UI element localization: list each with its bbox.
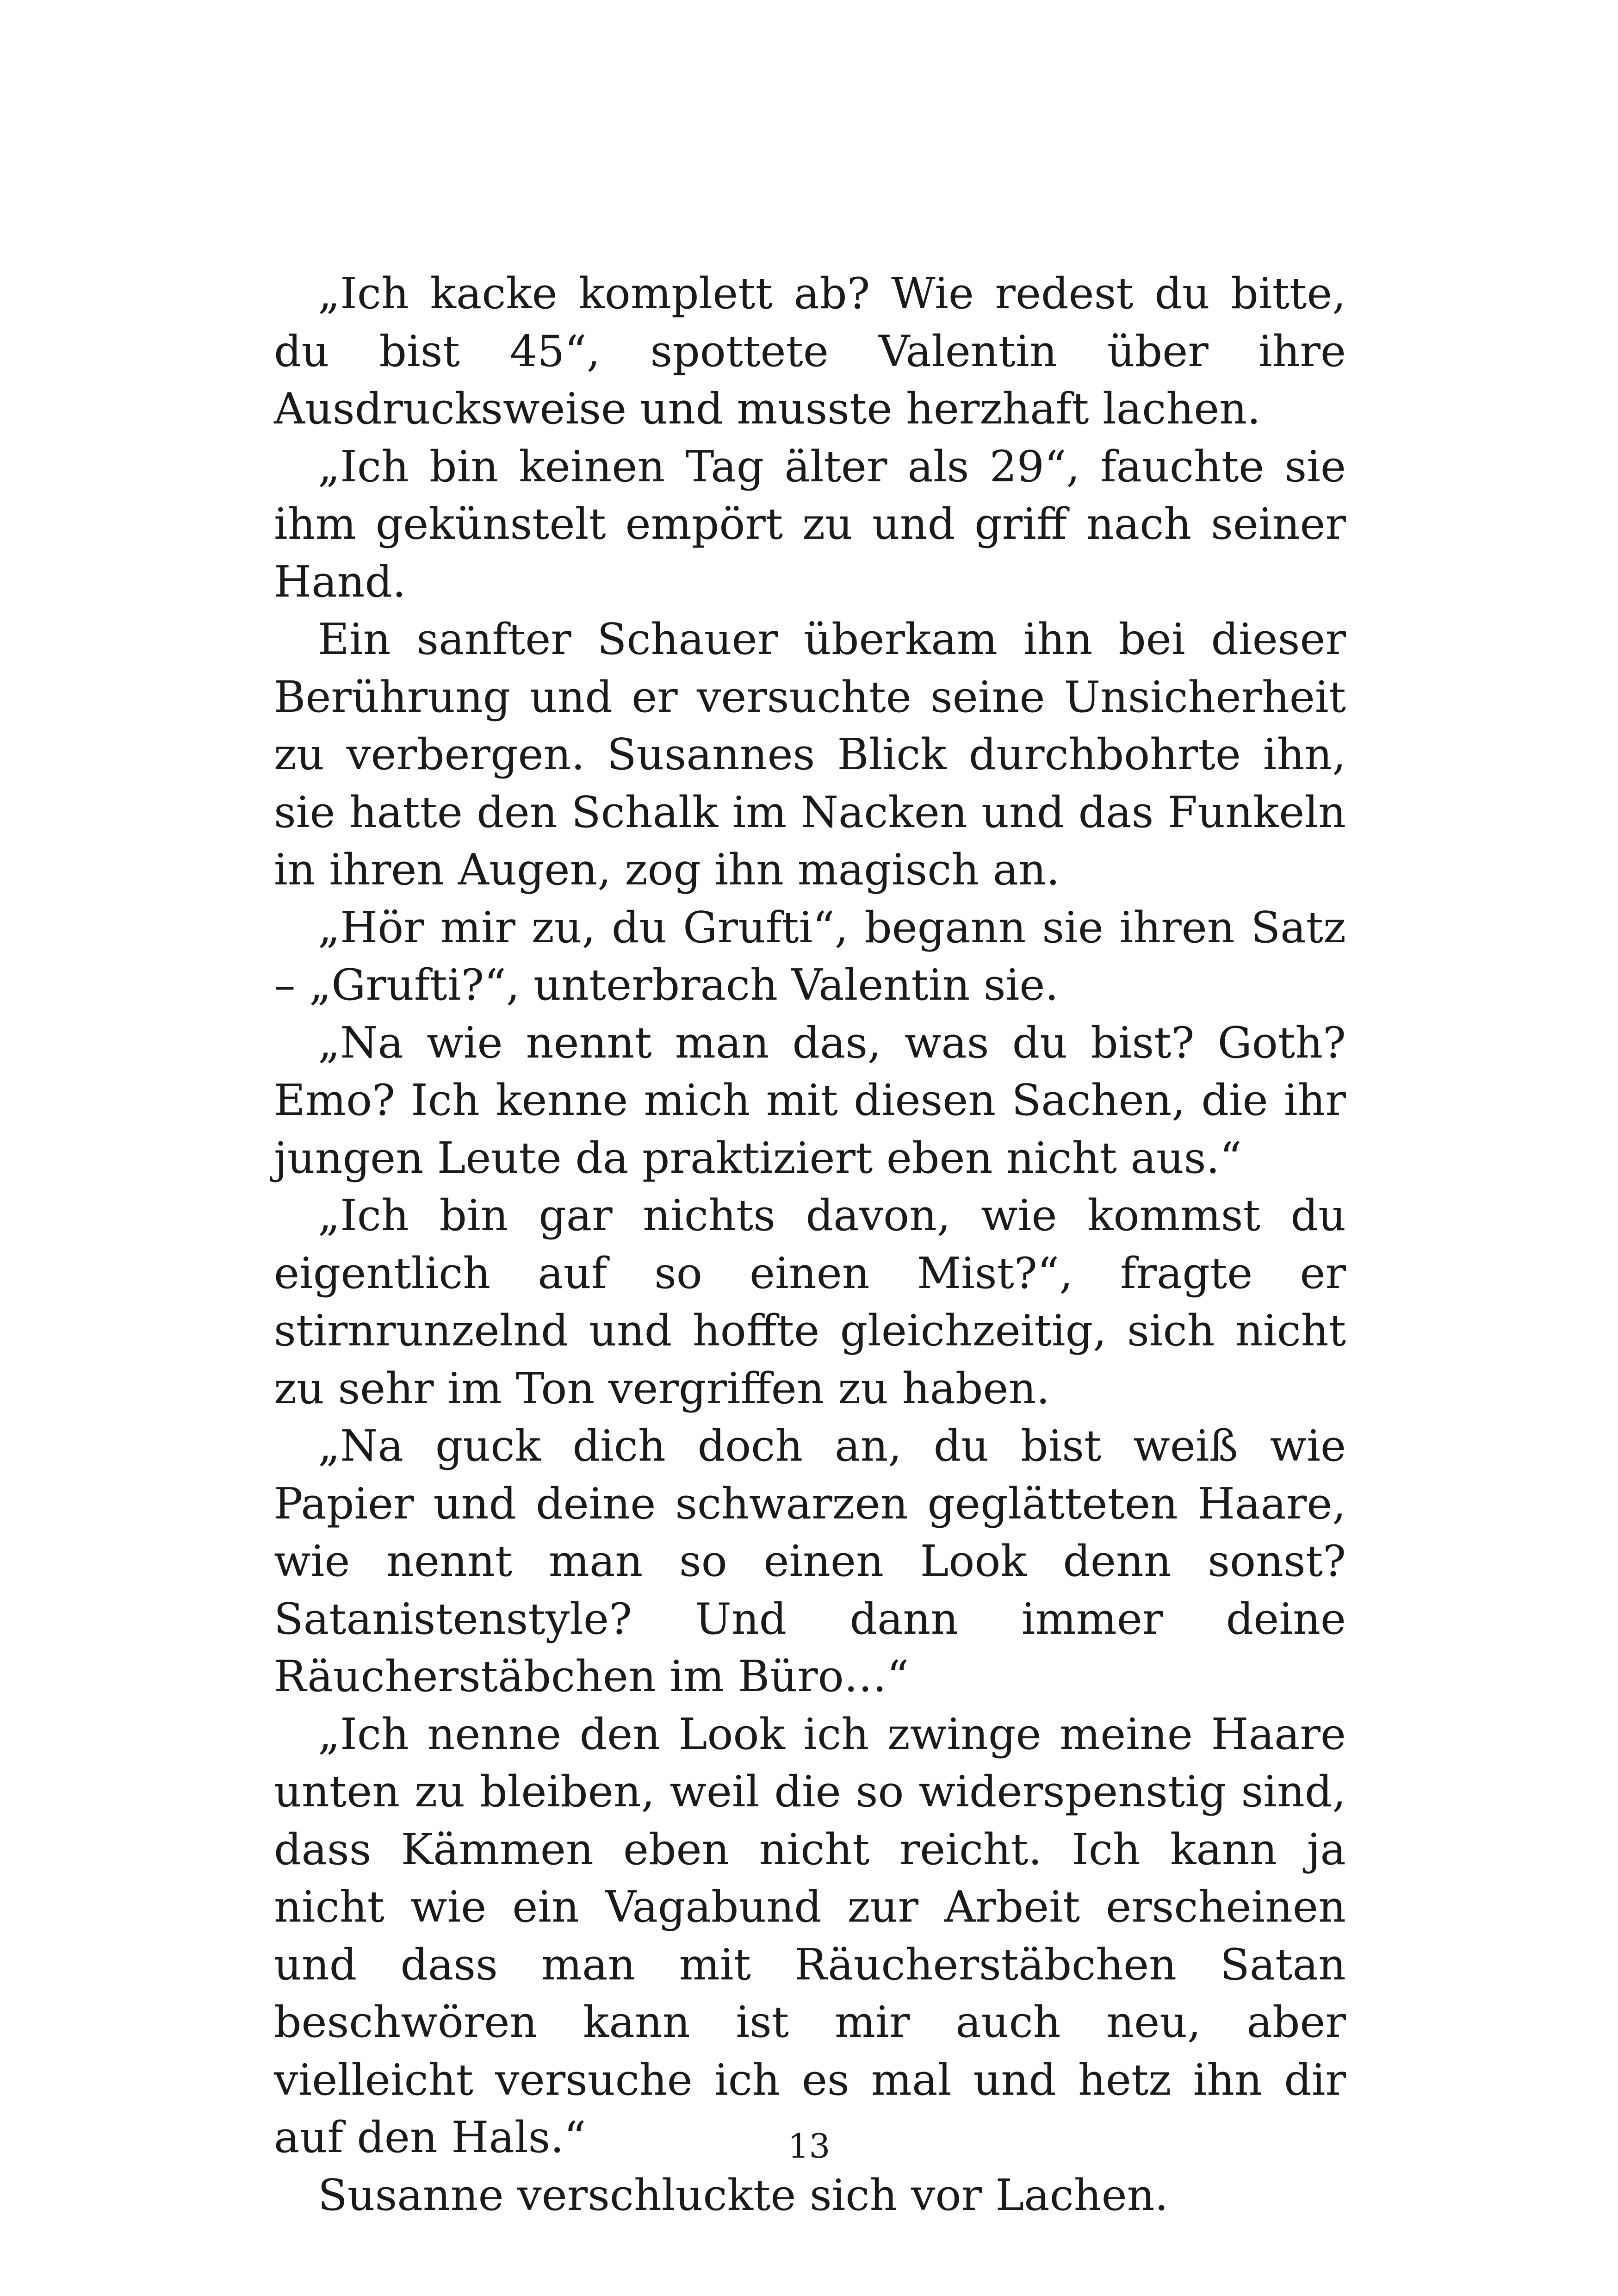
paragraph: „Ich kacke komplett ab? Wie redest du bitte, du bist 45“, spottete Valentin über ihre Ausdrucksweise und musste herzhaft lachen. — [274, 268, 1346, 434]
paragraph: „Na guck dich doch an, du bist weiß wie Papier und deine schwarzen geglätteten Haare, wie nennt man so einen Look denn sonst? Satanistenstyle? Und dann immer deine Räucherstäbchen im Büro…“ — [274, 1421, 1346, 1701]
paragraph: „Na wie nennt man das, was du bist? Goth? Emo? Ich kenne mich mit diesen Sachen, die ihr jungen Leute da praktiziert eben nicht aus.“ — [274, 1017, 1346, 1183]
body-text — [274, 265, 1346, 2224]
paragraph: „Ich nenne den Look ich zwinge meine Haare unten zu bleiben, weil die so widerspenstig sind, dass Kämmen eben nicht reicht. Ich kann ja nicht wie ein Vagabund zur Arbeit erscheinen und dass man mit Räucherstäbchen Satan beschwören kann ist mir auch neu, aber vielleicht versuche ich es mal und hetz ihn dir auf den Hals.“ — [274, 1709, 1346, 2162]
page-number: 13 — [787, 2127, 831, 2165]
paragraph: „Hör mir zu, du Grufti“, begann sie ihren Satz – „Grufti?“, unterbrach Valentin sie. — [274, 902, 1346, 1010]
paragraph: Ein sanfter Schauer überkam ihn bei dieser Berührung und er versuchte seine Unsicherheit zu verbergen. Susannes Blick durchbohrte ihn, sie hatte den Schalk im Nacken und das Funkeln in ihren Augen, zog ihn magisch an. — [274, 614, 1346, 895]
paragraph: „Ich bin gar nichts davon, wie kommst du eigentlich auf so einen Mist?“, fragte er stirnrunzelnd und hoffte gleichzeitig, sich nicht zu sehr im Ton vergriffen zu haben. — [274, 1190, 1346, 1413]
paragraph: „Ich bin keinen Tag älter als 29“, fauchte sie ihm gekünstelt empört zu und griff nach seiner Hand. — [274, 441, 1346, 607]
paragraph: Susanne verschluckte sich vor Lachen. — [318, 2170, 1169, 2220]
